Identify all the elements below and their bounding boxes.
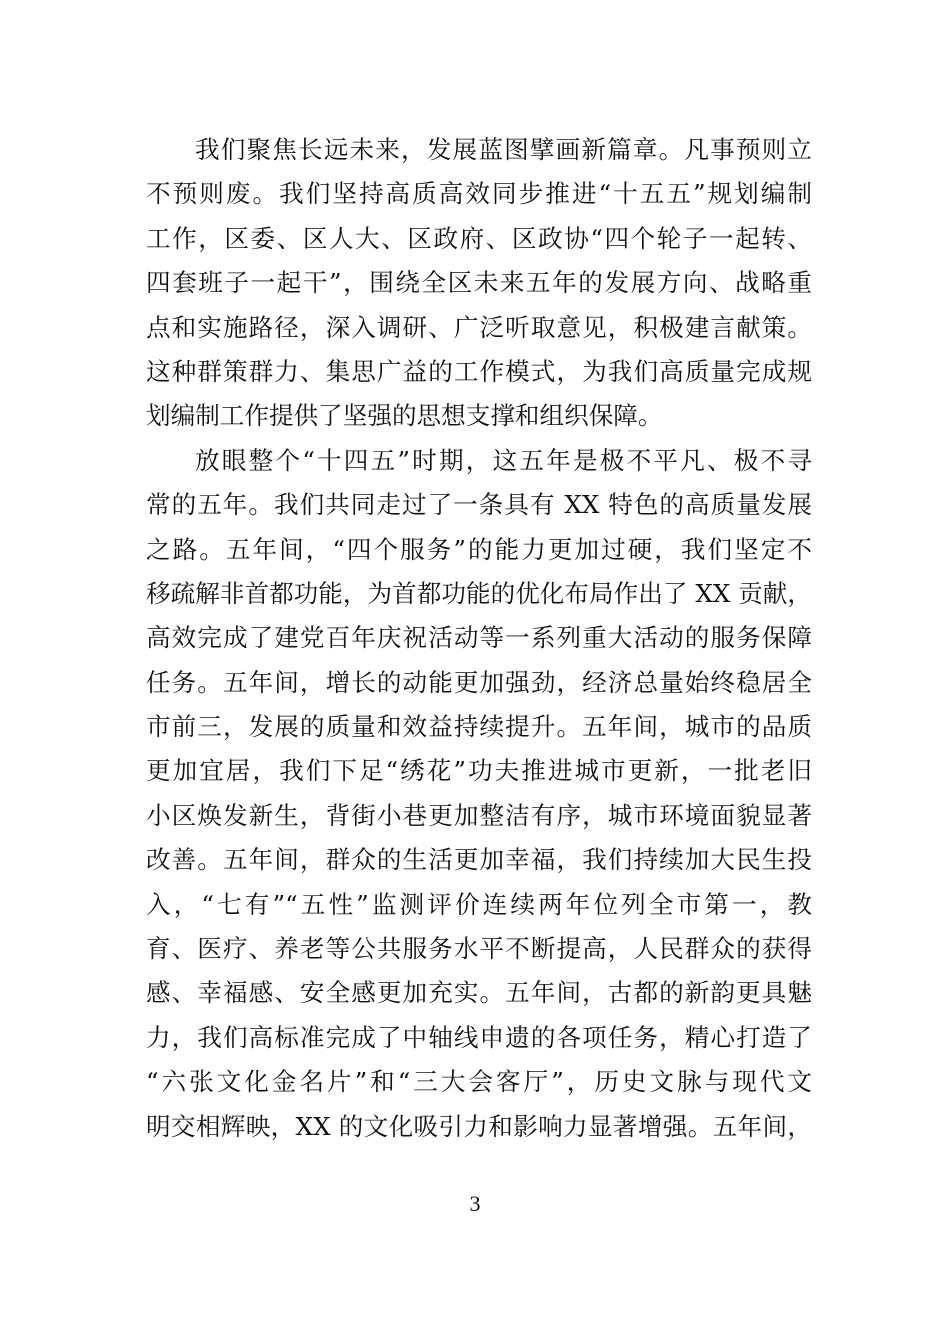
paragraph-2-line-8: 更加宜居，我们下足“绣花”功夫推进城市更新，一批老旧 xyxy=(146,756,812,786)
paragraph-1-line-2: 不预则废。我们坚持高质高效同步推进“十五五”规划编制 xyxy=(146,179,812,209)
paragraph-1-line-6: 这种群策群力、集思广益的工作模式，为我们高质量完成规 xyxy=(146,356,812,386)
paragraph-2-line-1: 放眼整个“十四五”时期，这五年是极不平凡、极不寻 xyxy=(195,445,812,475)
paragraph-2-line-12: 育、医疗、养老等公共服务水平不断提高，人民群众的获得 xyxy=(146,934,812,964)
paragraph-2-line-10: 改善。五年间，群众的生活更加幸福，我们持续加大民生投 xyxy=(146,845,812,875)
paragraph-2-line-13: 感、幸福感、安全感更加充实。五年间，古都的新韵更具魅 xyxy=(146,978,812,1008)
paragraph-2-line-15: “六张文化金名片”和“三大会客厅”，历史文脉与现代文 xyxy=(146,1067,812,1097)
paragraph-2-line-9: 小区焕发新生，背街小巷更加整洁有序，城市环境面貌显著 xyxy=(146,800,812,830)
paragraph-2-line-4: 移疏解非首都功能，为首都功能的优化布局作出了 XX 贡献， xyxy=(146,578,812,608)
paragraph-2-line-7: 市前三，发展的质量和效益持续提升。五年间，城市的品质 xyxy=(146,712,812,742)
paragraph-2-line-6: 任务。五年间，增长的动能更加强劲，经济总量始终稳居全 xyxy=(146,667,812,697)
paragraph-2-line-14: 力，我们高标准完成了中轴线申遗的各项任务，精心打造了 xyxy=(146,1022,812,1052)
paragraph-2-line-2: 常的五年。我们共同走过了一条具有 XX 特色的高质量发展 xyxy=(146,490,812,520)
body-text xyxy=(146,128,812,1149)
paragraph-2-line-16: 明交相辉映，XX 的文化吸引力和影响力显著增强。五年间， xyxy=(146,1111,812,1141)
paragraph-1-line-5: 点和实施路径，深入调研、广泛听取意见，积极建言献策。 xyxy=(146,312,812,342)
paragraph-1-line-7: 划编制工作提供了坚强的思想支撑和组织保障。 xyxy=(146,401,663,431)
paragraph-2-line-5: 高效完成了建党百年庆祝活动等一系列重大活动的服务保障 xyxy=(146,623,812,653)
paragraph-2-line-3: 之路。五年间，“四个服务”的能力更加过硬，我们坚定不 xyxy=(146,534,812,564)
paragraph-1-line-3: 工作，区委、区人大、区政府、区政协“四个轮子一起转、 xyxy=(146,223,812,253)
page-number: 3 xyxy=(469,1191,481,1216)
paragraph-1-line-4: 四套班子一起干”，围绕全区未来五年的发展方向、战略重 xyxy=(146,268,812,298)
paragraph-2-line-11: 入，“七有”“五性”监测评价连续两年位列全市第一，教 xyxy=(146,889,812,919)
paragraph-1-line-1: 我们聚焦长远未来，发展蓝图擘画新篇章。凡事预则立 xyxy=(195,135,812,164)
